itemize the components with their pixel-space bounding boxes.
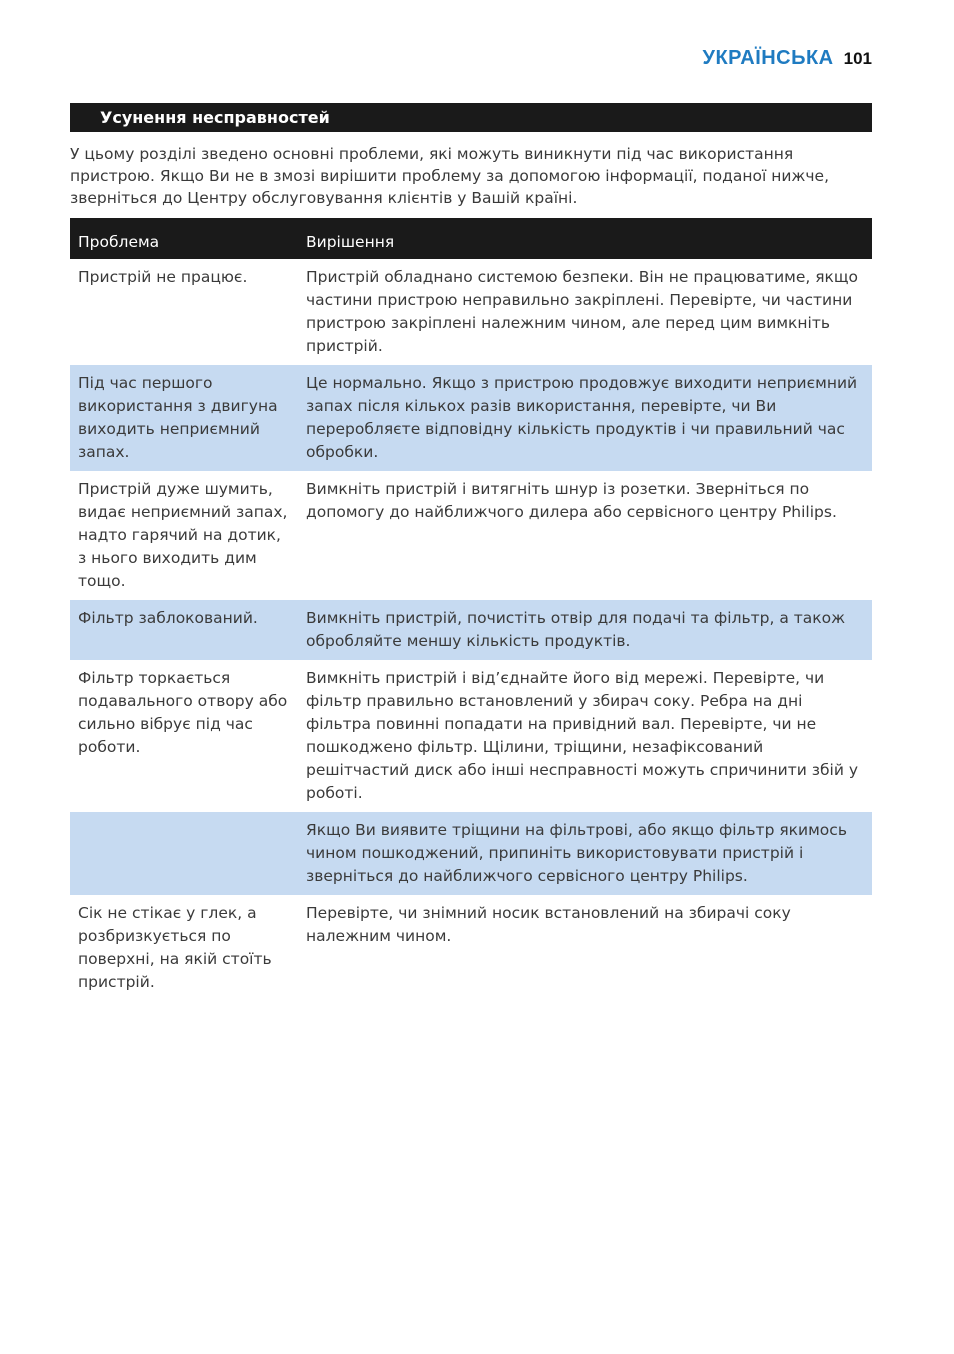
problem-cell bbox=[70, 812, 289, 895]
header-problem: Проблема bbox=[78, 233, 160, 251]
intro-paragraph: У цьому розділі зведено основні проблеми, які можуть виникнути під час використання пристрою. Якщо Ви не в змозі вирішити проблему за допомогою інформації, поданої нижче, зверніться до Центру обслуговування клієнтів у Вашій країні. bbox=[70, 145, 830, 207]
page-header bbox=[703, 47, 872, 70]
solution-cell: Це нормально. Якщо з пристрою продовжує виходити неприємний запах після кількох разів використання, перевірте, чи Ви переробляєте відповідну кількість продуктів і чи правильний час обробки. bbox=[306, 374, 858, 461]
table-row bbox=[70, 365, 872, 471]
page-number: 101 bbox=[843, 49, 872, 68]
problem-cell: Фільтр торкається подавального отвору або сильно вібрує під час роботи. bbox=[78, 669, 288, 756]
solution-cell: Вимкніть пристрій, почистіть отвір для подачі та фільтр, а також обробляйте меншу кількість продуктів. bbox=[306, 609, 846, 650]
solution-cell: Пристрій обладнано системою безпеки. Він не працюватиме, якщо частини пристрою неправильно закріплені. Перевірте, чи частини пристрою закріплені належним чином, але перед цим вимкніть пристрій. bbox=[306, 268, 858, 355]
section-title: Усунення несправностей bbox=[100, 108, 330, 127]
table-row bbox=[70, 660, 872, 812]
table-row bbox=[70, 812, 872, 895]
language-label: УКРАЇНСЬКА bbox=[702, 47, 834, 69]
table-row bbox=[70, 471, 872, 600]
table-row bbox=[70, 259, 872, 365]
troubleshooting-table bbox=[70, 218, 872, 1001]
header-solution: Вирішення bbox=[306, 233, 395, 251]
problem-cell: Під час першого використання з двигуна виходить неприємний запах. bbox=[78, 374, 278, 461]
table-row bbox=[70, 895, 872, 1001]
solution-cell: Вимкніть пристрій і витягніть шнур із розетки. Зверніться по допомогу до найближчого дилера або сервісного центру Philips. bbox=[306, 480, 837, 521]
problem-cell: Фільтр заблокований. bbox=[78, 609, 258, 627]
table-row bbox=[70, 600, 872, 660]
solution-cell: Перевірте, чи знімний носик встановлений на збирачі соку належним чином. bbox=[306, 904, 791, 945]
solution-cell: Якщо Ви виявите тріщини на фільтрові, або якщо фільтр якимось чином пошкоджений, припиніть використовувати пристрій і зверніться до найближчого сервісного центру Philips. bbox=[306, 821, 847, 885]
table-header bbox=[70, 218, 872, 259]
problem-cell: Сік не стікає у глек, а розбризкується по поверхні, на якій стоїть пристрій. bbox=[78, 904, 272, 991]
solution-cell: Вимкніть пристрій і від’єднайте його від мережі. Перевірте, чи фільтр правильно встановлений у збирач соку. Ребра на дні фільтра повинні попадати на привідний вал. Перевірте, чи не пошкоджено фільтр. Щілини, тріщини, незафіксований решітчастий диск або інші несправності можуть спричинити збій у роботі. bbox=[306, 669, 859, 802]
problem-cell: Пристрій дуже шумить, видає неприємний запах, надто гарячий на дотик, з нього виходить дим тощо. bbox=[78, 480, 288, 590]
problem-cell: Пристрій не працює. bbox=[78, 268, 248, 286]
section-title-bar bbox=[70, 103, 872, 132]
